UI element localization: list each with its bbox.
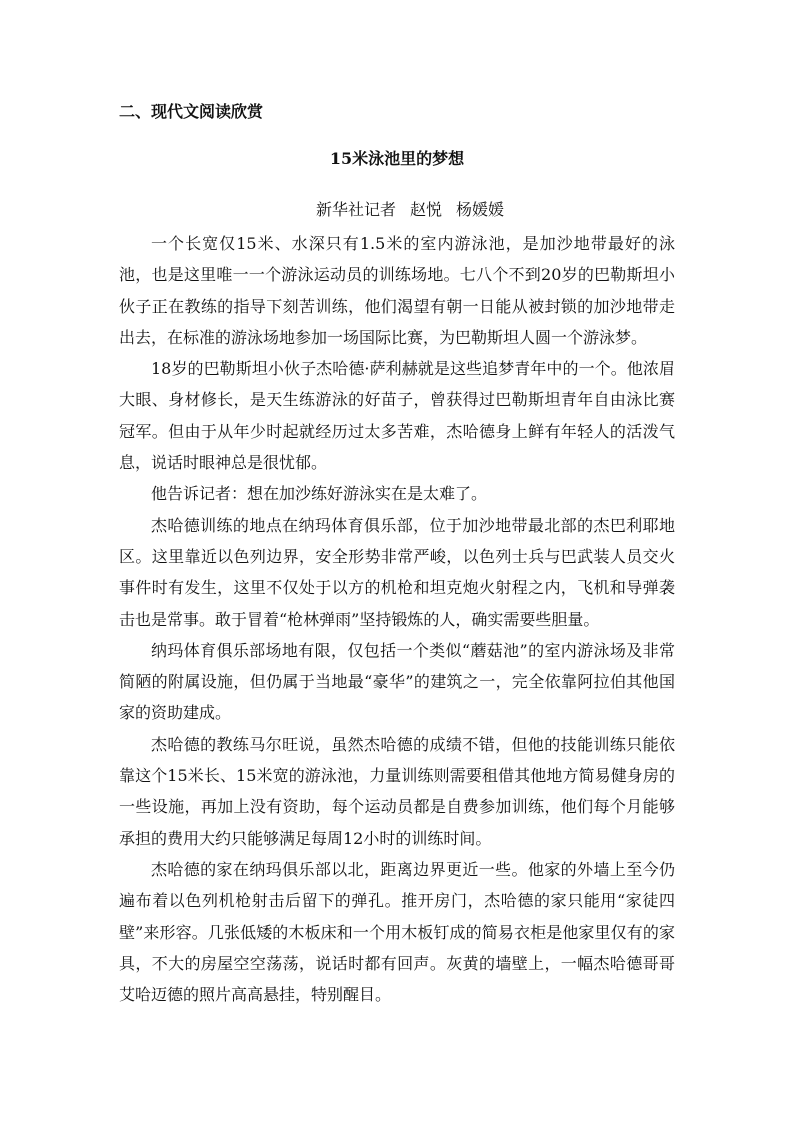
paragraph-2: 18岁的巴勒斯坦小伙子杰哈德·萨利赫就是这些追梦青年中的一个。他浓眉大眼、身材修长，是天生练游泳的好苗子，曾获得过巴勒斯坦青年自由泳比赛冠军。但由于从年少时起就经历过太多苦难，杰哈德身上鲜有年轻人的活泼气息，说话时眼神总是很忧郁。	[119, 359, 675, 473]
paragraph-5: 纳玛体育俱乐部场地有限，仅包括一个类似“蘑菇池”的室内游泳场及非常简陋的附属设施，但仍属于当地最“豪华”的建筑之一，完全依靠阿拉伯其他国家的资助建成。	[119, 640, 675, 723]
byline-author-2: 杨媛媛	[456, 200, 505, 219]
paragraph-7: 杰哈德的家在纳玛俱乐部以北，距离边界更近一些。他家的外墙上至今仍遍布着以色列机枪射击后留下的弹孔。推开房门，杰哈德的家只能用“家徒四壁”来形容。几张低矮的木板床和一个用木板钉成的简易衣柜是他家里仅有的家具，不大的房屋空空荡荡，说话时都有回声。灰黄的墙壁上，一幅杰哈德哥哥艾哈迈德的照片高高悬挂，特别醒目。	[119, 859, 675, 1005]
byline-author-1: 赵悦	[410, 200, 443, 219]
paragraph-1: 一个长宽仅15米、水深只有1.5米的室内游泳池，是加沙地带最好的泳池，也是这里唯一一个游泳运动员的训练场地。七八个不到20岁的巴勒斯坦小伙子正在教练的指导下刻苦训练，他们渴望有朝一日能从被封锁的加沙地带走出去，在标准的游泳场地参加一场国际比赛，为巴勒斯坦人圆一个游泳梦。	[119, 234, 675, 347]
paragraph-4: 杰哈德训练的地点在纳玛体育俱乐部，位于加沙地带最北部的杰巴利耶地区。这里靠近以色列边界，安全形势非常严峻，以色列士兵与巴武装人员交火事件时有发生，这里不仅处于以方的机枪和坦克炮火射程之内，飞机和导弹袭击也是常事。敢于冒着“枪林弹雨”坚持锻炼的人，确实需要些胆量。	[119, 515, 675, 629]
section-heading: 二、现代文阅读欣赏	[119, 102, 264, 121]
byline	[316, 198, 504, 222]
byline-org: 新华社记者	[316, 200, 397, 219]
paragraph-6: 杰哈德的教练马尔旺说，虽然杰哈德的成绩不错，但他的技能训练只能依靠这个15米长、15米宽的游泳池，力量训练则需要租借其他地方简易健身房的一些设施，再加上没有资助，每个运动员都是自费参加训练，他们每个月能够承担的费用大约只能够满足每周12小时的训练时间。	[119, 734, 675, 848]
paragraph-3: 他告诉记者：想在加沙练好游泳实在是太难了。	[151, 484, 488, 504]
article-title: 15米泳池里的梦想	[329, 149, 465, 168]
article-body	[119, 228, 675, 1010]
